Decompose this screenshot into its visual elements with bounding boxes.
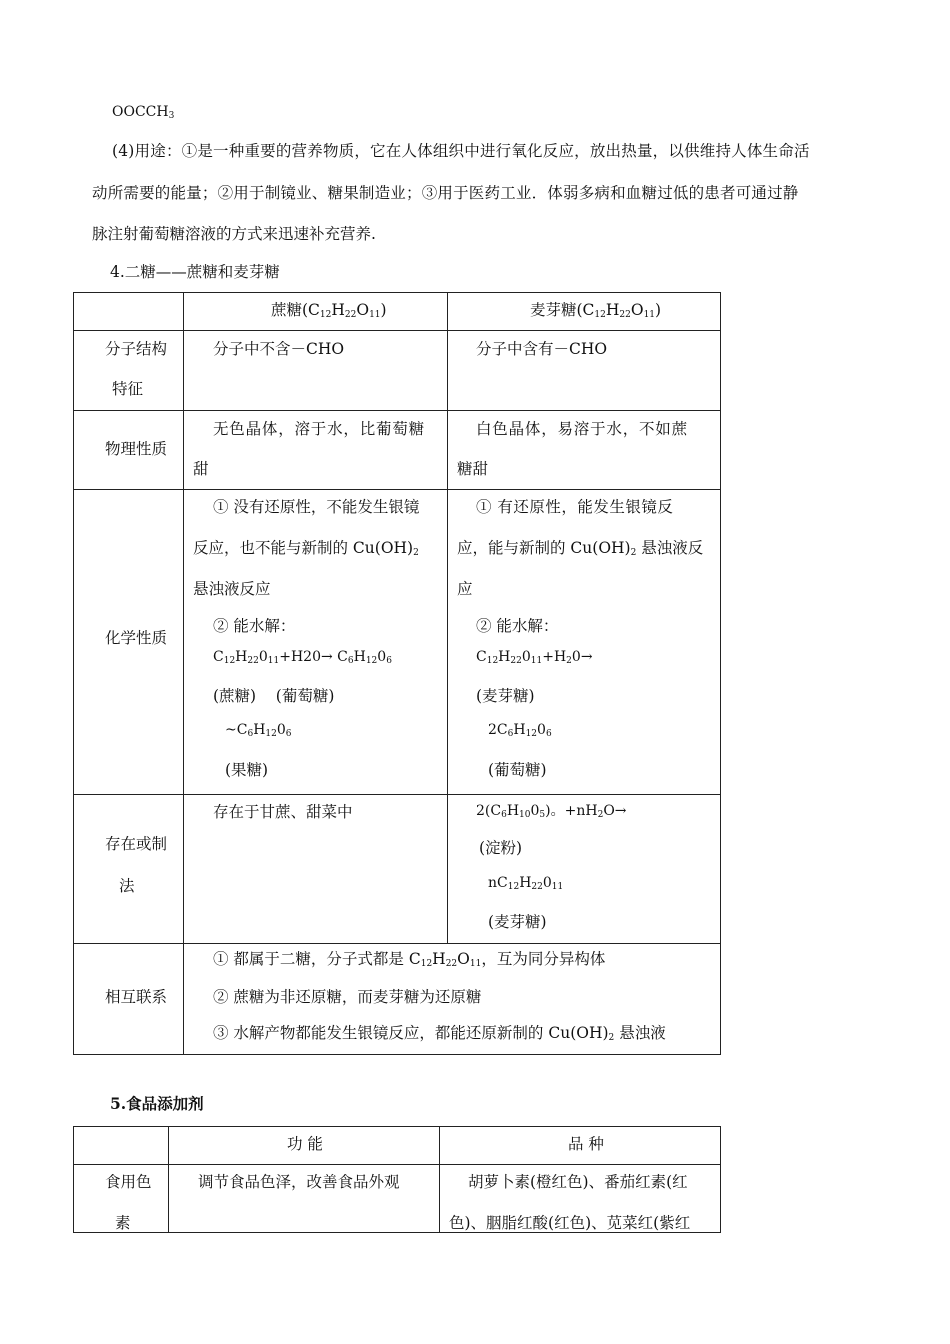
- table-row: [74, 411, 721, 490]
- header-maltose: 麦芽糖$(C_{12}H_{22}O_{11})$: [448, 293, 721, 331]
- relation-content: ① 都属于二糖，分子式都是 $C_{12}H_{22}O_{11}$，互为同分异构体 ② 蔗糖为非还原糖，而麦芽糖为还原糖 ③ 水解产物都能发生银镜反应，都能还原新制的 $Cu(OH)_2$ 悬浊液: [184, 944, 721, 1055]
- section5-title: 5.食品添加剂: [110, 1094, 204, 1113]
- row-label-physical: 物理性质: [74, 411, 184, 490]
- row-label-structure: 分子结构 特征: [74, 331, 184, 411]
- colorant-variety: 胡萝卜素(橙红色)、番茄红素(红 色)、胭脂红酸(红色)、苋菜红(紫红: [440, 1165, 721, 1233]
- physical-sucrose: 无色晶体，溶于水，比葡萄糖 甜: [184, 411, 448, 490]
- uses-line-1: (4)用途：①是一种重要的营养物质，它在人体组织中进行氧化反应，放出热量，以供维持人体生命活: [112, 142, 810, 160]
- chemical-maltose: ① 有还原性，能发生银镜反 应，能与新制的 $Cu(OH)_2$ 悬浊液反 应 ② 能水解： $C_{12}H_{22}0_{11}+H_20\to$ (麦芽糖) $2C_6H_{12}0_6$ (葡萄糖): [448, 490, 721, 795]
- table-row: [74, 944, 721, 1055]
- formula-tail: $OOCCH_3$: [112, 104, 175, 121]
- header-variety: 品 种: [440, 1127, 721, 1165]
- physical-maltose: 白色晶体，易溶于水，不如蔗 糖甜: [448, 411, 721, 490]
- table-header-row: [74, 1127, 721, 1165]
- table-row: [74, 795, 721, 944]
- row-label-existence: 存在或制 法: [74, 795, 184, 944]
- existence-sucrose: 存在于甘蔗、甜菜中: [184, 795, 448, 944]
- food-additive-table: [73, 1126, 721, 1233]
- section4-title: 4.二糖——蔗糖和麦芽糖: [110, 263, 280, 281]
- uses-line-2: 动所需要的能量；②用于制镜业、糖果制造业；③用于医药工业．体弱多病和血糖过低的患者可通过静: [92, 184, 799, 202]
- table-row: [74, 490, 721, 795]
- colorant-function: 调节食品色泽，改善食品外观: [169, 1165, 440, 1233]
- header-sucrose: 蔗糖$(C_{12}H_{22}O_{11})$: [184, 293, 448, 331]
- structure-maltose: 分子中含有－CHO: [448, 331, 721, 411]
- table-row: [74, 1165, 721, 1233]
- header-empty-cell: [74, 293, 184, 331]
- header-empty-cell: [74, 1127, 169, 1165]
- row-label-relation: 相互联系: [74, 944, 184, 1055]
- structure-sucrose: 分子中不含－CHO: [184, 331, 448, 411]
- existence-maltose: $2(C_6H_{10}0_5)$。$+nH_2O\to$ (淀粉) $nC_{12}H_{22}0_{11}$ (麦芽糖): [448, 795, 721, 944]
- uses-line-3: 脉注射葡萄糖溶液的方式来迅速补充营养.: [92, 225, 376, 243]
- row-label-chemical: 化学性质: [74, 490, 184, 795]
- table-header-row: [74, 293, 721, 331]
- header-function: 功 能: [169, 1127, 440, 1165]
- chemical-sucrose: ① 没有还原性，不能发生银镜 反应，也不能与新制的 $Cu(OH)_2$ 悬浊液反应 ② 能水解： $C_{12}H_{22}0_{11}+H20\to C_6H_{12}0_6$ (蔗糖) (葡萄糖) $\sim C_6H_{12}0_6$ (果糖): [184, 490, 448, 795]
- table-row: [74, 331, 721, 411]
- row-label-colorant: 食用色 素: [74, 1165, 169, 1233]
- disaccharide-table: [73, 292, 721, 1055]
